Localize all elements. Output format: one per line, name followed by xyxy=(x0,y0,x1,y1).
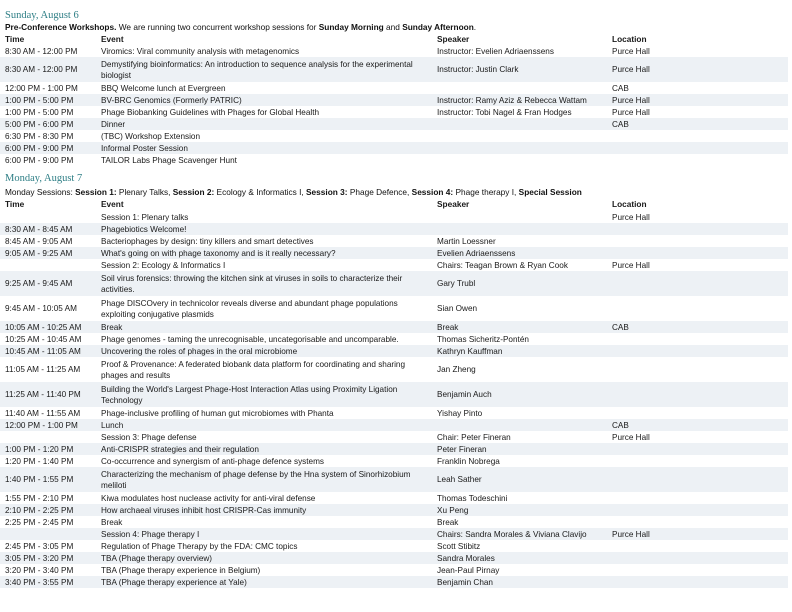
location-cell: Purce Hall xyxy=(607,94,788,106)
table-row xyxy=(0,235,788,247)
sunday-intro-lead: Pre-Conference Workshops. xyxy=(5,22,117,32)
table-row xyxy=(0,259,788,271)
time-cell: 9:05 AM - 9:25 AM xyxy=(0,247,96,259)
location-cell: Purce Hall xyxy=(612,432,650,442)
event-cell: Break xyxy=(101,517,123,527)
location-cell xyxy=(607,142,788,154)
monday-intro xyxy=(5,187,582,198)
speaker-cell: Gary Trubl xyxy=(432,271,607,296)
time-cell xyxy=(0,259,96,271)
table-row xyxy=(0,106,788,118)
sunday-intro-afternoon: Sunday Afternoon xyxy=(402,22,474,32)
event-cell: BV-BRC Genomics (Formerly PATRIC) xyxy=(96,94,432,106)
monday-intro-s3-text: Phage Defence, xyxy=(347,187,412,197)
table-row xyxy=(0,516,788,528)
table-row xyxy=(0,382,788,407)
monday-intro-s4-text: Phage therapy I, xyxy=(453,187,519,197)
table-row xyxy=(0,82,788,94)
event-cell: Session 1: Plenary talks xyxy=(101,212,189,222)
time-cell: 1:20 PM - 1:40 PM xyxy=(5,456,74,466)
speaker-cell xyxy=(432,419,607,431)
table-row xyxy=(0,45,788,57)
speaker-cell: Martin Loessner xyxy=(437,236,496,246)
time-cell: 6:00 PM - 9:00 PM xyxy=(5,155,74,165)
table-row xyxy=(0,528,788,540)
time-cell: 8:30 AM - 8:45 AM xyxy=(0,223,96,235)
time-cell: 11:25 AM - 11:40 PM xyxy=(0,382,96,407)
event-cell: What's going on with phage taxonomy and is it really necessary? xyxy=(96,247,432,259)
time-cell xyxy=(0,431,96,443)
event-cell: Demystifying bioinformatics: An introduction to sequence analysis for the experimental biologist xyxy=(96,57,432,82)
header-time: Time xyxy=(5,34,25,44)
speaker-cell: Xu Peng xyxy=(432,504,607,516)
location-cell xyxy=(607,345,788,357)
time-cell xyxy=(0,211,96,223)
table-row xyxy=(0,223,788,235)
time-cell: 9:25 AM - 9:45 AM xyxy=(0,271,96,296)
header-location: Location xyxy=(612,199,647,209)
speaker-cell: Evelien Adriaenssens xyxy=(432,247,607,259)
speaker-cell: Chair: Peter Fineran xyxy=(437,432,511,442)
speaker-cell: Break xyxy=(437,517,459,527)
location-cell xyxy=(607,552,788,564)
time-cell: 10:05 AM - 10:25 AM xyxy=(0,321,96,333)
speaker-cell xyxy=(432,130,607,142)
location-cell: Purce Hall xyxy=(607,528,788,540)
event-cell: Session 4: Phage therapy I xyxy=(96,528,432,540)
location-cell: CAB xyxy=(607,321,788,333)
location-cell: Purce Hall xyxy=(607,57,788,82)
event-cell: Kiwa modulates host nuclease activity for anti-viral defense xyxy=(101,493,316,503)
speaker-cell: Sian Owen xyxy=(437,304,478,313)
table-row xyxy=(0,333,788,345)
table-row xyxy=(0,154,788,166)
event-cell: Viromics: Viral community analysis with metagenomics xyxy=(101,46,300,56)
speaker-cell xyxy=(432,211,607,223)
speaker-cell: Yishay Pinto xyxy=(437,408,483,418)
event-cell: Bacteriophages by design: tiny killers and smart detectives xyxy=(101,236,314,246)
time-cell xyxy=(0,528,96,540)
table-row xyxy=(0,118,788,130)
table-row xyxy=(0,504,788,516)
event-cell: Phage DISCOvery in technicolor reveals diverse and abundant phage populations exploiting conjugative plasmids xyxy=(101,298,398,319)
monday-date-heading: Monday, August 7 xyxy=(5,173,83,184)
table-row xyxy=(0,552,788,564)
speaker-cell xyxy=(432,142,607,154)
monday-intro-s4: Session 4: xyxy=(411,187,454,197)
table-row xyxy=(0,467,788,492)
event-cell: Soil virus forensics: throwing the kitchen sink at viruses in soils to characterize their activities. xyxy=(96,271,432,296)
table-row xyxy=(0,455,788,467)
speaker-cell: Sandra Morales xyxy=(432,552,607,564)
location-cell xyxy=(607,455,788,467)
table-row xyxy=(0,271,788,296)
header-time: Time xyxy=(5,199,25,209)
sunday-schedule-table xyxy=(0,45,788,166)
time-cell: 12:00 PM - 1:00 PM xyxy=(5,83,78,93)
time-cell: 12:00 PM - 1:00 PM xyxy=(0,419,96,431)
location-cell xyxy=(607,564,788,576)
event-cell: Proof & Provenance: A federated biobank data platform for coordinating and sharing phages and results xyxy=(101,359,406,380)
event-cell: Co-occurrence and synergism of anti-phage defence systems xyxy=(101,456,324,466)
speaker-cell: Break xyxy=(432,321,607,333)
sunday-intro-text1: We are running two concurrent workshop sessions for xyxy=(116,22,319,32)
speaker-cell: Peter Fineran xyxy=(432,443,607,455)
header-speaker: Speaker xyxy=(437,34,470,44)
monday-intro-s2-text: Ecology & Informatics I, xyxy=(214,187,307,197)
time-cell: 8:30 AM - 12:00 PM xyxy=(0,57,96,82)
speaker-cell xyxy=(432,118,607,130)
table-row xyxy=(0,564,788,576)
location-cell xyxy=(607,130,788,142)
time-cell: 5:00 PM - 6:00 PM xyxy=(0,118,96,130)
monday-intro-s2: Session 2: xyxy=(172,187,215,197)
location-cell xyxy=(607,576,788,588)
location-cell xyxy=(607,407,788,419)
event-cell: Lunch xyxy=(96,419,432,431)
monday-intro-special: Special Session xyxy=(518,187,582,197)
sunday-intro-morning: Sunday Morning xyxy=(318,22,384,32)
location-cell: Purce Hall xyxy=(612,46,650,56)
table-row xyxy=(0,492,788,504)
event-cell: Phage Biobanking Guidelines with Phages for Global Health xyxy=(101,107,320,117)
location-cell xyxy=(607,357,788,382)
speaker-cell: Thomas Sicheritz-Pontén xyxy=(437,334,529,344)
table-row xyxy=(0,296,788,321)
monday-schedule-table xyxy=(0,211,788,588)
speaker-cell: Kathryn Kauffman xyxy=(432,345,607,357)
location-cell xyxy=(607,333,788,345)
sunday-date-heading: Sunday, August 6 xyxy=(5,10,79,21)
location-cell: Purce Hall xyxy=(612,260,650,270)
table-row xyxy=(0,443,788,455)
sunday-intro-text2: and xyxy=(383,22,403,32)
event-cell: Building the World's Largest Phage-Host Interaction Atlas using Proximity Ligation Technology xyxy=(96,382,432,407)
location-cell xyxy=(607,235,788,247)
table-row xyxy=(0,345,788,357)
speaker-cell: Instructor: Evelien Adriaenssens xyxy=(437,46,554,56)
location-cell: Purce Hall xyxy=(612,107,650,117)
table-row xyxy=(0,94,788,106)
speaker-cell: Chairs: Teagan Brown & Ryan Cook xyxy=(437,260,568,270)
speaker-cell xyxy=(432,154,607,166)
table-row xyxy=(0,576,788,588)
table-row xyxy=(0,407,788,419)
location-cell xyxy=(607,247,788,259)
table-row xyxy=(0,321,788,333)
location-cell xyxy=(607,296,788,321)
table-row xyxy=(0,247,788,259)
event-cell: Break xyxy=(96,321,432,333)
event-cell: Regulation of Phage Therapy by the FDA: CMC topics xyxy=(101,541,298,551)
monday-intro-s1-text: Plenary Talks, xyxy=(116,187,173,197)
time-cell: 6:00 PM - 9:00 PM xyxy=(0,142,96,154)
event-cell: TAILOR Labs Phage Scavenger Hunt xyxy=(101,155,237,165)
location-cell xyxy=(607,443,788,455)
time-cell: 1:40 PM - 1:55 PM xyxy=(0,467,96,492)
location-cell xyxy=(607,154,788,166)
location-cell: CAB xyxy=(607,419,788,431)
time-cell: 11:40 AM - 11:55 AM xyxy=(5,408,81,418)
time-cell: 3:05 PM - 3:20 PM xyxy=(0,552,96,564)
event-cell: Characterizing the mechanism of phage defense by the Hna system of Sinorhizobium meliloti xyxy=(96,467,432,492)
location-cell xyxy=(607,223,788,235)
table-row xyxy=(0,142,788,154)
event-cell: Session 2: Ecology & Informatics I xyxy=(101,260,226,270)
monday-intro-s3: Session 3: xyxy=(306,187,348,197)
table-row xyxy=(0,57,788,82)
location-cell: CAB xyxy=(612,83,629,93)
header-speaker: Speaker xyxy=(437,199,470,209)
sunday-intro-text3: . xyxy=(473,22,477,32)
time-cell: 10:25 AM - 10:45 AM xyxy=(5,334,82,344)
time-cell: 2:25 PM - 2:45 PM xyxy=(5,517,74,527)
location-cell: Purce Hall xyxy=(612,212,650,222)
event-cell: Phage genomes - taming the unrecognisable, uncategorisable and uncomparable. xyxy=(101,334,399,344)
speaker-cell: Instructor: Tobi Nagel & Fran Hodges xyxy=(437,107,572,117)
time-cell: 8:30 AM - 12:00 PM xyxy=(5,46,78,56)
speaker-cell: Jean-Paul Pirnay xyxy=(437,565,500,575)
event-cell: TBA (Phage therapy experience at Yale) xyxy=(96,576,432,588)
event-cell: Dinner xyxy=(96,118,432,130)
event-cell: Uncovering the roles of phages in the oral microbiome xyxy=(96,345,432,357)
monday-intro-lead: Monday Sessions: xyxy=(5,187,76,197)
time-cell: 11:05 AM - 11:25 AM xyxy=(5,365,81,374)
time-cell: 6:30 PM - 8:30 PM xyxy=(5,131,74,141)
speaker-cell: Scott Stibitz xyxy=(437,541,481,551)
header-event: Event xyxy=(101,34,124,44)
event-cell: Phage-inclusive profiling of human gut microbiomes with Phanta xyxy=(101,408,334,418)
speaker-cell: Benjamin Chan xyxy=(432,576,607,588)
event-cell: Informal Poster Session xyxy=(96,142,432,154)
speaker-cell: Jan Zheng xyxy=(437,365,476,374)
time-cell: 2:45 PM - 3:05 PM xyxy=(5,541,74,551)
time-cell: 3:20 PM - 3:40 PM xyxy=(5,565,74,575)
event-cell: TBA (Phage therapy experience in Belgium) xyxy=(101,565,261,575)
time-cell: 9:45 AM - 10:05 AM xyxy=(5,304,77,313)
time-cell: 1:00 PM - 5:00 PM xyxy=(0,94,96,106)
location-cell xyxy=(607,516,788,528)
monday-intro-s1: Session 1: xyxy=(75,187,117,197)
event-cell: BBQ Welcome lunch at Evergreen xyxy=(101,83,226,93)
table-row xyxy=(0,211,788,223)
time-cell: 8:45 AM - 9:05 AM xyxy=(5,236,73,246)
event-cell: Phagebiotics Welcome! xyxy=(96,223,432,235)
speaker-cell: Benjamin Auch xyxy=(432,382,607,407)
location-cell xyxy=(607,540,788,552)
time-cell: 1:00 PM - 5:00 PM xyxy=(5,107,74,117)
speaker-cell: Instructor: Ramy Aziz & Rebecca Wattam xyxy=(432,94,607,106)
header-event: Event xyxy=(101,199,124,209)
event-cell: Session 3: Phage defense xyxy=(101,432,197,442)
time-cell: 2:10 PM - 2:25 PM xyxy=(0,504,96,516)
event-cell: How archaeal viruses inhibit host CRISPR-Cas immunity xyxy=(96,504,432,516)
location-cell xyxy=(607,382,788,407)
location-cell xyxy=(607,504,788,516)
speaker-cell xyxy=(432,223,607,235)
time-cell: 1:55 PM - 2:10 PM xyxy=(5,493,74,503)
time-cell: 3:40 PM - 3:55 PM xyxy=(0,576,96,588)
event-cell: (TBC) Workshop Extension xyxy=(101,131,201,141)
speaker-cell: Chairs: Sandra Morales & Viviana Clavijo xyxy=(432,528,607,540)
speaker-cell: Leah Sather xyxy=(432,467,607,492)
event-cell: Anti-CRISPR strategies and their regulation xyxy=(96,443,432,455)
time-cell: 10:45 AM - 11:05 AM xyxy=(0,345,96,357)
table-row xyxy=(0,540,788,552)
location-cell xyxy=(607,271,788,296)
location-cell xyxy=(607,492,788,504)
monday-table-header xyxy=(0,199,792,210)
location-cell: CAB xyxy=(607,118,788,130)
speaker-cell xyxy=(432,82,607,94)
location-cell xyxy=(607,467,788,492)
table-row xyxy=(0,419,788,431)
speaker-cell: Thomas Todeschini xyxy=(437,493,508,503)
table-row xyxy=(0,431,788,443)
sunday-intro xyxy=(5,22,476,33)
speaker-cell: Instructor: Justin Clark xyxy=(432,57,607,82)
table-row xyxy=(0,357,788,382)
speaker-cell: Franklin Nobrega xyxy=(437,456,500,466)
time-cell: 1:00 PM - 1:20 PM xyxy=(0,443,96,455)
event-cell: TBA (Phage therapy overview) xyxy=(96,552,432,564)
header-location: Location xyxy=(612,34,647,44)
sunday-table-header xyxy=(0,34,792,45)
table-row xyxy=(0,130,788,142)
